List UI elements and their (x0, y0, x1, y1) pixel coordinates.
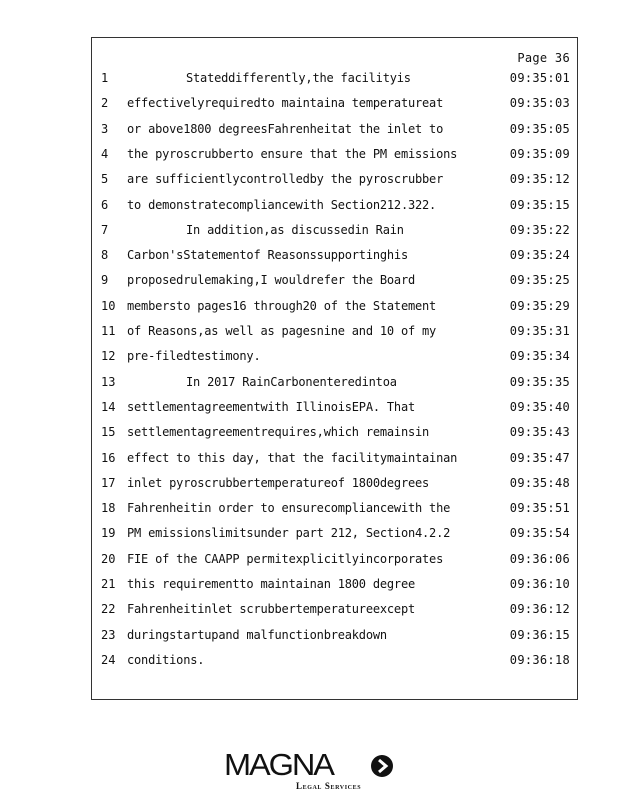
line-text: Carbon'sStatementof Reasonssupportinghis (127, 248, 408, 263)
line-text: settlementagreementwith IllinoisEPA. That (127, 399, 416, 414)
line-timestamp: 09:35:29 (509, 298, 570, 313)
line-text: Fahrenheitinlet scrubbertemperatureexcept (127, 602, 416, 617)
line-text: conditions. (127, 652, 205, 667)
line-number: 4 (101, 146, 109, 161)
line-text: Fahrenheitin order to ensurecompliancewith the (127, 501, 451, 516)
line-timestamp: 09:36:15 (509, 627, 570, 642)
magna-logo (224, 748, 394, 794)
line-text: inlet pyroscrubbertemperatureof 1800degrees (127, 475, 430, 490)
line-number: 3 (101, 121, 109, 136)
line-number: 12 (101, 349, 116, 364)
line-timestamp: 09:36:06 (509, 551, 570, 566)
transcript-line (92, 122, 577, 142)
transcript-line (92, 349, 577, 369)
line-number: 1 (101, 71, 109, 85)
transcript-line (92, 375, 577, 395)
line-timestamp: 09:36:12 (509, 602, 570, 617)
line-text: membersto pages16 through20 of the Statement (127, 298, 437, 313)
transcript-line (92, 248, 577, 268)
line-number: 10 (101, 298, 116, 313)
line-text: or above1800 degreesFahrenheitat the inlet to (127, 121, 444, 136)
line-number: 13 (101, 374, 116, 389)
line-timestamp: 09:36:10 (509, 577, 570, 591)
line-timestamp: 09:35:47 (509, 450, 570, 465)
line-text: In addition,as discussedin Rain (186, 222, 404, 237)
transcript-line (92, 526, 577, 546)
line-timestamp: 09:35:25 (509, 273, 570, 288)
line-timestamp: 09:35:43 (509, 425, 570, 440)
line-number: 8 (101, 248, 109, 263)
line-number: 2 (101, 96, 109, 111)
line-text: PM emissionslimitsunder part 212, Section4.2.2 (127, 526, 451, 541)
line-timestamp: 09:35:40 (509, 399, 570, 414)
line-timestamp: 09:35:01 (509, 71, 570, 85)
transcript-line (92, 577, 577, 597)
transcript-line (92, 425, 577, 445)
line-text: of Reasons,as well as pagesnine and 10 of my (127, 324, 437, 338)
line-number: 15 (101, 425, 116, 440)
line-timestamp: 09:35:34 (509, 349, 570, 364)
line-timestamp: 09:36:18 (509, 652, 570, 667)
transcript-line (92, 501, 577, 521)
logo-chevron-icon (371, 755, 393, 777)
line-text: pre-filedtestimony. (127, 349, 261, 364)
line-timestamp: 09:35:12 (509, 172, 570, 187)
line-number: 7 (101, 222, 109, 237)
line-number: 16 (101, 450, 116, 465)
logo-subtitle: Legal Services (296, 781, 362, 791)
line-text: In 2017 RainCarbonenteredintoa (186, 374, 397, 389)
line-number: 11 (101, 324, 116, 338)
line-number: 5 (101, 172, 109, 187)
line-text: to demonstratecompliancewith Section212.322. (127, 197, 437, 212)
line-text: duringstartupand malfunctionbreakdown (127, 627, 387, 642)
line-timestamp: 09:35:31 (509, 324, 570, 338)
transcript-page (91, 37, 578, 700)
line-text: effectivelyrequiredto maintaina temperatureat (127, 96, 444, 111)
line-number: 21 (101, 577, 116, 591)
line-text: are sufficientlycontrolledby the pyroscrubber (127, 172, 444, 187)
transcript-line (92, 602, 577, 622)
line-number: 6 (101, 197, 109, 212)
line-text: Stateddifferently,the facilityis (186, 71, 411, 85)
line-number: 14 (101, 399, 116, 414)
page-number: Page 36 (517, 51, 570, 65)
line-timestamp: 09:35:54 (509, 526, 570, 541)
line-number: 23 (101, 627, 116, 642)
transcript-line (92, 628, 577, 648)
line-text: the pyroscrubberto ensure that the PM emissions (127, 146, 458, 161)
line-number: 17 (101, 475, 116, 490)
line-timestamp: 09:35:22 (509, 222, 570, 237)
transcript-line (92, 96, 577, 116)
line-number: 9 (101, 273, 109, 288)
transcript-line (92, 451, 577, 471)
line-text: this requirementto maintainan 1800 degree (127, 577, 416, 591)
line-text: proposedrulemaking,I wouldrefer the Board (127, 273, 416, 288)
logo-wordmark: MAGNA (224, 747, 333, 782)
line-text: FIE of the CAAPP permitexplicitlyincorporates (127, 551, 444, 566)
transcript-line (92, 147, 577, 167)
transcript-line (92, 172, 577, 192)
transcript-line (92, 71, 577, 91)
line-timestamp: 09:35:24 (509, 248, 570, 263)
line-text: settlementagreementrequires,which remainsin (127, 425, 430, 440)
line-timestamp: 09:35:15 (509, 197, 570, 212)
transcript-line (92, 198, 577, 218)
line-number: 18 (101, 501, 116, 516)
line-timestamp: 09:35:35 (509, 374, 570, 389)
transcript-line (92, 223, 577, 243)
line-timestamp: 09:35:48 (509, 475, 570, 490)
line-timestamp: 09:35:51 (509, 501, 570, 516)
line-number: 20 (101, 551, 116, 566)
line-number: 19 (101, 526, 116, 541)
transcript-line (92, 299, 577, 319)
transcript-line (92, 476, 577, 496)
line-number: 24 (101, 652, 116, 667)
line-timestamp: 09:35:05 (509, 121, 570, 136)
transcript-line (92, 552, 577, 572)
line-number: 22 (101, 602, 116, 617)
transcript-line (92, 273, 577, 293)
line-text: effect to this day, that the facilitymaintainan (127, 450, 458, 465)
line-timestamp: 09:35:03 (509, 96, 570, 111)
transcript-line (92, 653, 577, 673)
line-timestamp: 09:35:09 (509, 146, 570, 161)
transcript-line (92, 324, 577, 344)
transcript-line (92, 400, 577, 420)
